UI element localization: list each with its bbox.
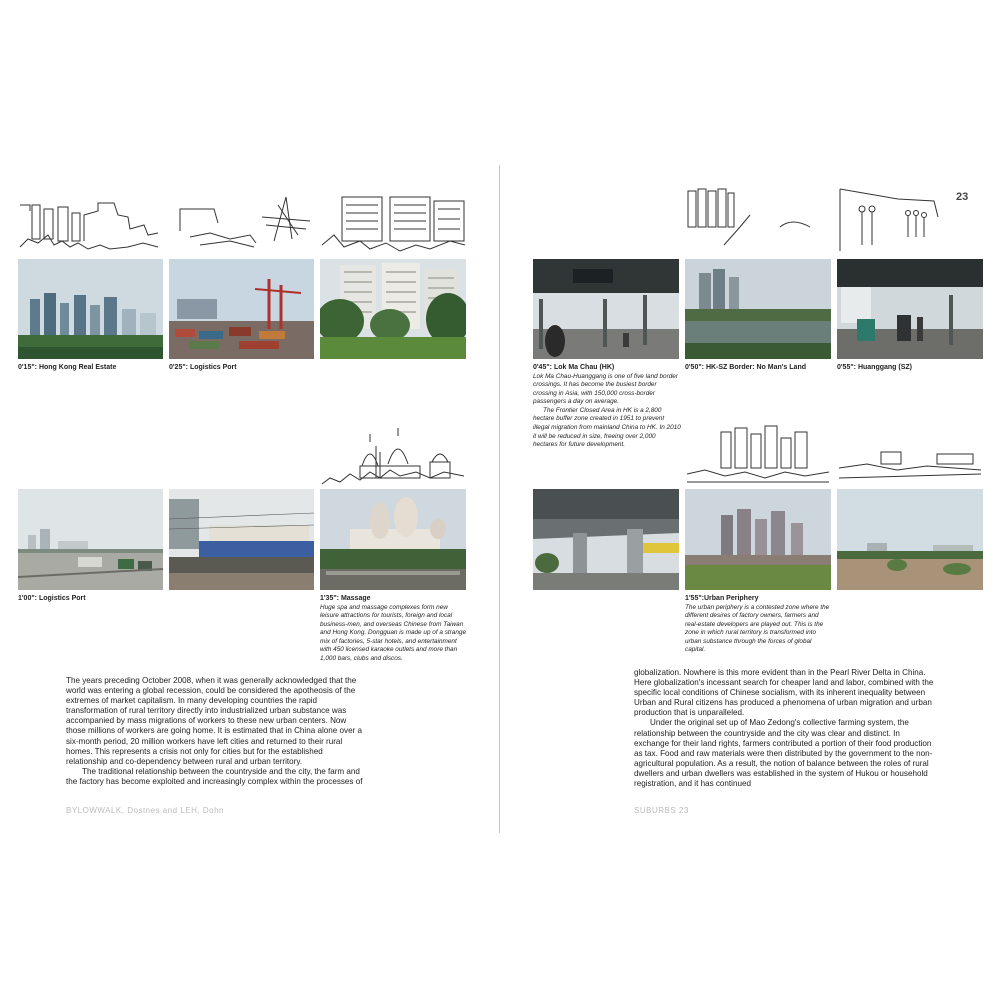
caption-0-15 (18, 363, 116, 373)
photo-urban-periphery (685, 489, 831, 590)
photo-no-mans-land (685, 259, 831, 359)
caption-0-25 (169, 363, 237, 373)
caption-title: 0'25": Logistics Port (169, 364, 237, 371)
caption-title: 0'55": Huanggang (SZ) (837, 364, 912, 371)
photo-overpass (533, 489, 679, 590)
photo-huanggang (837, 259, 983, 359)
paragraph: globalization. Nowhere is this more evident than in the Pearl River Delta in China. Here globalization's incessant search for cheaper land and labor, combined with the specific local conditions of Chinese socialism, with its inherent inequality between Urban and Rural citizens has produced a phenomena of urban migration and urban production that is unparalleled. (634, 668, 934, 718)
photo-lok-ma-chau (533, 259, 679, 359)
caption-title: 0'45": Lok Ma Chau (HK) (533, 364, 615, 371)
sketch-massage-palace (320, 426, 466, 486)
right-footer: SUBURBS 23 (634, 806, 689, 815)
caption-title: 1'55":Urban Periphery (685, 595, 759, 602)
left-footer: BYLOWWALK, Dostnes and LEH, Dohn (66, 806, 224, 815)
caption-body: The urban periphery is a contested zone where the different desires of factory owners, farmers and real-estate developers are played out. This is the zone in which rural territory is transformed into urban substance through the forces of global capital. (685, 603, 830, 654)
photo-logistics-port-2 (18, 489, 163, 590)
photo-hk-real-estate (18, 259, 163, 359)
photo-logistics-port (169, 259, 314, 359)
right-body-text (634, 668, 934, 789)
caption-1-00 (18, 594, 86, 604)
caption-0-55 (837, 363, 912, 373)
paragraph: The years preceding October 2008, when it was generally acknowledged that the world was entering a global recession, could be considered the apotheosis of the extremes of market capitalism. In many developing countries the rapid transformation of rural territory directly into industrialized urban substance was accompanied by mass migrations of workers to these new urban centers. Now those millions of workers are going home. It is estimated that in China alone over a six-month period, 20 million workers have left cities and returned to their rural homes. This represents a crisis not only for cities but for the established relationship and co-dependency between rural and urban territory. (66, 676, 363, 766)
left-body-text (66, 676, 366, 787)
sketch-periphery-landscape (837, 444, 983, 486)
photo-high-rise-estate (320, 259, 466, 359)
caption-body (533, 373, 681, 450)
caption-paragraph: Lok Ma Chau-Huanggang is one of five land border crossings. It has become the busiest border crossing in Asia, with 150,000 cross-border passengers a day on average. (533, 372, 678, 406)
caption-title: 0'50": HK-SZ Border: No Man's Land (685, 364, 806, 371)
photo-massage-palace (320, 489, 466, 590)
caption-title: 1'00": Logistics Port (18, 595, 86, 602)
caption-paragraph: The Frontier Closed Area in HK is a 2,800 hectare buffer zone created in 1951 to prevent illegal migration from mainland China to HK. In 2010 it will be reduced in size, freeing over 2,000 hectares for future development. (533, 406, 681, 449)
sketch-logistics-port (170, 195, 315, 255)
paragraph: The traditional relationship between the countryside and the city, the farm and the factory has become exploited and increasingly complex within the processes of (66, 766, 363, 786)
sketch-urban-periphery (685, 424, 831, 486)
caption-1-35 (320, 594, 468, 664)
caption-1-55 (685, 594, 833, 655)
caption-body: Huge spa and massage complexes form new leisure attractions for tourists, foreign and local business-men, and overseas Chinese from Taiwan and Hong Kong. Dongguan is made up of a strange mix of factories, 5-star hotels, and entertainment with 450 licensed karaoke outlets and more than 1,000 bars, clubs and discos. (320, 603, 467, 663)
caption-title: 1'35": Massage (320, 595, 371, 602)
paragraph: Under the original set up of Mao Zedong's collective farming system, the relationship between the countryside and the city was clear and distinct. In exchange for their land rights, farmers contributed a portion of their food production as tax. Food and raw materials were then distributed by the government to the non-agricultural population. As a result, the notion of balance between the roles of rural dwellers and urban dwellers was established in the system of Hukou or household registration, and it has continued (634, 718, 933, 789)
page-number: 23 (956, 191, 969, 203)
sketch-border-towers (684, 185, 834, 255)
caption-0-45 (533, 363, 681, 450)
page-gutter (499, 165, 500, 833)
caption-title: 0'15": Hong Kong Real Estate (18, 364, 117, 371)
sketch-high-rise-estate (320, 195, 467, 255)
sketch-crowd (838, 185, 948, 255)
photo-factory-rail (169, 489, 314, 590)
photo-periphery-landscape (837, 489, 983, 590)
sketch-hk-skyline (18, 195, 163, 255)
caption-0-50 (685, 363, 806, 373)
